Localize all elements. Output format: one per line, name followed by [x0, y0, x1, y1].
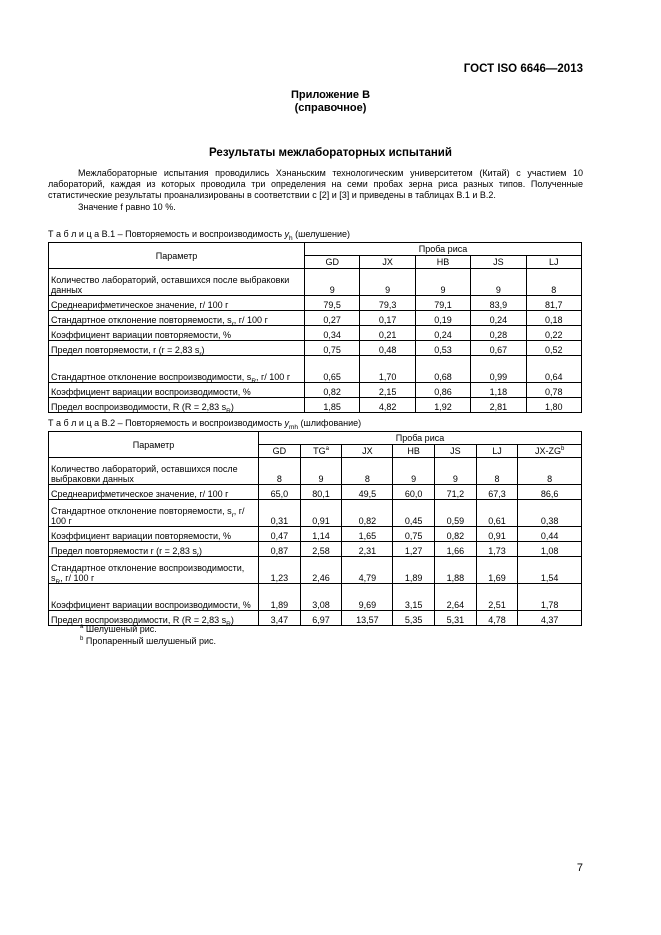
table-row [49, 383, 582, 398]
value-cell: 0,75 [305, 341, 360, 356]
row-parameter: Среднеарифметическое значение, г/ 100 г [49, 485, 259, 500]
value-cell: 9 [435, 458, 477, 485]
value-cell: 4,78 [476, 611, 518, 626]
value-cell: 0,47 [259, 527, 301, 542]
table2-caption [48, 418, 362, 431]
value-cell: 0,65 [305, 356, 360, 383]
row-parameter: Предел воспроизводимости, R (R = 2,83 $s_R$) [49, 398, 305, 413]
value-cell: 9,69 [342, 584, 393, 611]
table-b1 [48, 242, 582, 413]
value-cell: 9 [300, 458, 342, 485]
value-cell: 0,24 [415, 326, 470, 341]
value-cell: 0,82 [342, 500, 393, 527]
table-row [49, 398, 582, 413]
footnote-mark: a [80, 624, 84, 630]
annex-label: Приложение В [290, 89, 371, 101]
value-cell: 0,34 [305, 326, 360, 341]
intro-text [48, 168, 583, 213]
value-cell: 0,44 [518, 527, 582, 542]
value-cell: 0,21 [360, 326, 415, 341]
value-cell: 0,28 [471, 326, 526, 341]
value-cell: 2,31 [342, 542, 393, 557]
column-header: JX [342, 445, 393, 458]
row-parameter: Предел повторяемости r (r = 2,83 $s_r$) [49, 542, 259, 557]
value-cell: 1,66 [435, 542, 477, 557]
table2-caption-sub: mh [289, 423, 299, 431]
column-header: LJ [476, 445, 518, 458]
table-row [49, 500, 582, 527]
intro-f-value: Значение f равно 10 %. [78, 201, 176, 212]
value-cell: 3,08 [300, 584, 342, 611]
value-cell: 4,37 [518, 611, 582, 626]
footnote-text: Пропаренный шелушеный рис. [83, 636, 217, 646]
table-b2 [48, 431, 582, 626]
value-cell: 0,19 [415, 311, 470, 326]
table-row [49, 296, 582, 311]
row-parameter: Предел повторяемости, r (r = 2,83 $s_r$) [49, 341, 305, 356]
value-cell: 1,89 [259, 584, 301, 611]
row-parameter: Коэффициент вариации воспроизводимости, % [49, 584, 259, 611]
value-cell: 2,15 [360, 383, 415, 398]
value-cell: 5,35 [393, 611, 435, 626]
group-header: Проба риса [259, 432, 582, 445]
column-header: $TG^a$ [300, 445, 342, 458]
value-cell: 9 [360, 269, 415, 296]
value-cell: 0,24 [471, 311, 526, 326]
column-header: HB [393, 445, 435, 458]
value-cell: 8 [476, 458, 518, 485]
column-header: JS [471, 256, 526, 269]
value-cell: 4,79 [342, 557, 393, 584]
annex-heading [0, 89, 661, 115]
standard-designation: ГОСТ ISO 6646—2013 [463, 63, 583, 75]
value-cell: 4,82 [360, 398, 415, 413]
value-cell: 3,47 [259, 611, 301, 626]
table2-caption-prefix: Т а б л и ц а В.2 [48, 418, 116, 428]
table-row [49, 584, 582, 611]
value-cell: 8 [342, 458, 393, 485]
value-cell: 6,97 [300, 611, 342, 626]
column-header: GD [259, 445, 301, 458]
value-cell: 1,80 [526, 398, 581, 413]
value-cell: 0,82 [305, 383, 360, 398]
value-cell: 0,82 [435, 527, 477, 542]
row-parameter: Коэффициент вариации воспроизводимости, % [49, 383, 305, 398]
value-cell: 79,5 [305, 296, 360, 311]
column-header: LJ [526, 256, 581, 269]
table1-caption-symbol: y [284, 229, 290, 239]
value-cell: 1,85 [305, 398, 360, 413]
value-cell: 2,81 [471, 398, 526, 413]
value-cell: 65,0 [259, 485, 301, 500]
footnote-mark: b [80, 636, 84, 642]
value-cell: 13,57 [342, 611, 393, 626]
table-row [49, 269, 582, 296]
value-cell: 0,59 [435, 500, 477, 527]
value-cell: 0,53 [415, 341, 470, 356]
table-row [49, 311, 582, 326]
value-cell: 2,64 [435, 584, 477, 611]
footnote-b [80, 636, 216, 647]
row-parameter: Количество лабораторий, оставшихся после выбраковки данных [49, 269, 305, 296]
value-cell: 3,15 [393, 584, 435, 611]
value-cell: 0,91 [476, 527, 518, 542]
value-cell: 79,3 [360, 296, 415, 311]
value-cell: 0,67 [471, 341, 526, 356]
value-cell: 0,86 [415, 383, 470, 398]
footnote-text: Шелушеный рис. [83, 624, 157, 634]
value-cell: 83,9 [471, 296, 526, 311]
value-cell: 0,75 [393, 527, 435, 542]
value-cell: 1,08 [518, 542, 582, 557]
table1-caption [48, 229, 351, 242]
column-header: HB [415, 256, 470, 269]
column-header: JS [435, 445, 477, 458]
row-parameter: Стандартное отклонение воспроизводимости, $s_R$, г/ 100 г [49, 557, 259, 584]
value-cell: 86,6 [518, 485, 582, 500]
value-cell: 0,31 [259, 500, 301, 527]
value-cell: 1,89 [393, 557, 435, 584]
table-row [49, 527, 582, 542]
table-row [49, 326, 582, 341]
value-cell: 1,88 [435, 557, 477, 584]
value-cell: 1,23 [259, 557, 301, 584]
section-title: Результаты межлабораторных испытаний [209, 147, 452, 159]
value-cell: 0,87 [259, 542, 301, 557]
value-cell: 71,2 [435, 485, 477, 500]
table2-caption-symbol: y [284, 418, 290, 428]
row-parameter: Стандартное отклонение повторяемости, $s_r$, г/ 100 г [49, 500, 259, 527]
page-number: 7 [576, 862, 583, 874]
value-cell: 49,5 [342, 485, 393, 500]
footnote-a [80, 624, 157, 635]
value-cell: 1,92 [415, 398, 470, 413]
table1-caption-sub: h [289, 234, 293, 242]
value-cell: 0,78 [526, 383, 581, 398]
value-cell: 0,22 [526, 326, 581, 341]
value-cell: 79,1 [415, 296, 470, 311]
value-cell: 1,65 [342, 527, 393, 542]
value-cell: 0,91 [300, 500, 342, 527]
intro-paragraph: Межлабораторные испытания проводились Хэнаньским технологическим университетом (Китай) с участием 10 лабораторий, каждая из которых проводила три определения на семи пробах зерна риса разных типов. Полученные статистические результаты проанализированы в соответствии с [2] и [3] и приведены в таблицах В.1 и В.2. [48, 168, 583, 201]
value-cell: 1,70 [360, 356, 415, 383]
table-row [49, 356, 582, 383]
value-cell: 80,1 [300, 485, 342, 500]
value-cell: 81,7 [526, 296, 581, 311]
value-cell: 9 [471, 269, 526, 296]
value-cell: 1,18 [471, 383, 526, 398]
value-cell: 8 [526, 269, 581, 296]
column-header: $JX-ZG^b$ [518, 445, 582, 458]
row-parameter: Коэффициент вариации повторяемости, % [49, 326, 305, 341]
value-cell: 0,48 [360, 341, 415, 356]
row-parameter: Стандартное отклонение воспроизводимости, $s_R$, г/ 100 г [49, 356, 305, 383]
value-cell: 0,68 [415, 356, 470, 383]
table-row [49, 341, 582, 356]
value-cell: 0,64 [526, 356, 581, 383]
value-cell: 9 [393, 458, 435, 485]
column-header: JX [360, 256, 415, 269]
row-parameter: Стандартное отклонение повторяемости, $s_r$, г/ 100 г [49, 311, 305, 326]
param-header: Параметр [49, 432, 259, 458]
table1-caption-text: – Повторяемость и воспроизводимость [115, 229, 285, 239]
value-cell: 0,18 [526, 311, 581, 326]
group-header: Проба риса [305, 243, 582, 256]
value-cell: 1,69 [476, 557, 518, 584]
value-cell: 2,46 [300, 557, 342, 584]
row-parameter: Количество лабораторий, оставшихся после выбраковки данных [49, 458, 259, 485]
annex-type: (справочное) [294, 102, 367, 114]
value-cell: 8 [259, 458, 301, 485]
row-parameter: Предел воспроизводимости, R (R = 2,83 $s_R$) [49, 611, 259, 626]
value-cell: 1,73 [476, 542, 518, 557]
value-cell: 0,52 [526, 341, 581, 356]
value-cell: 1,14 [300, 527, 342, 542]
value-cell: 0,38 [518, 500, 582, 527]
param-header: Параметр [49, 243, 305, 269]
value-cell: 0,61 [476, 500, 518, 527]
value-cell: 67,3 [476, 485, 518, 500]
table2-caption-suffix: (шлифование) [298, 418, 362, 428]
value-cell: 2,51 [476, 584, 518, 611]
table-row [49, 485, 582, 500]
table2-caption-text: – Повторяемость и воспроизводимость [115, 418, 285, 428]
value-cell: 5,31 [435, 611, 477, 626]
value-cell: 0,99 [471, 356, 526, 383]
row-parameter: Коэффициент вариации повторяемости, % [49, 527, 259, 542]
column-header: GD [305, 256, 360, 269]
row-parameter: Среднеарифметическое значение, г/ 100 г [49, 296, 305, 311]
table1-caption-prefix: Т а б л и ц а В.1 [48, 229, 116, 239]
value-cell: 8 [518, 458, 582, 485]
value-cell: 0,45 [393, 500, 435, 527]
table-row [49, 542, 582, 557]
table1-caption-suffix: (шелушение) [292, 229, 351, 239]
value-cell: 60,0 [393, 485, 435, 500]
value-cell: 1,78 [518, 584, 582, 611]
table-row [49, 557, 582, 584]
value-cell: 1,54 [518, 557, 582, 584]
value-cell: 0,17 [360, 311, 415, 326]
value-cell: 0,27 [305, 311, 360, 326]
value-cell: 1,27 [393, 542, 435, 557]
value-cell: 9 [305, 269, 360, 296]
value-cell: 2,58 [300, 542, 342, 557]
table-row [49, 458, 582, 485]
value-cell: 9 [415, 269, 470, 296]
